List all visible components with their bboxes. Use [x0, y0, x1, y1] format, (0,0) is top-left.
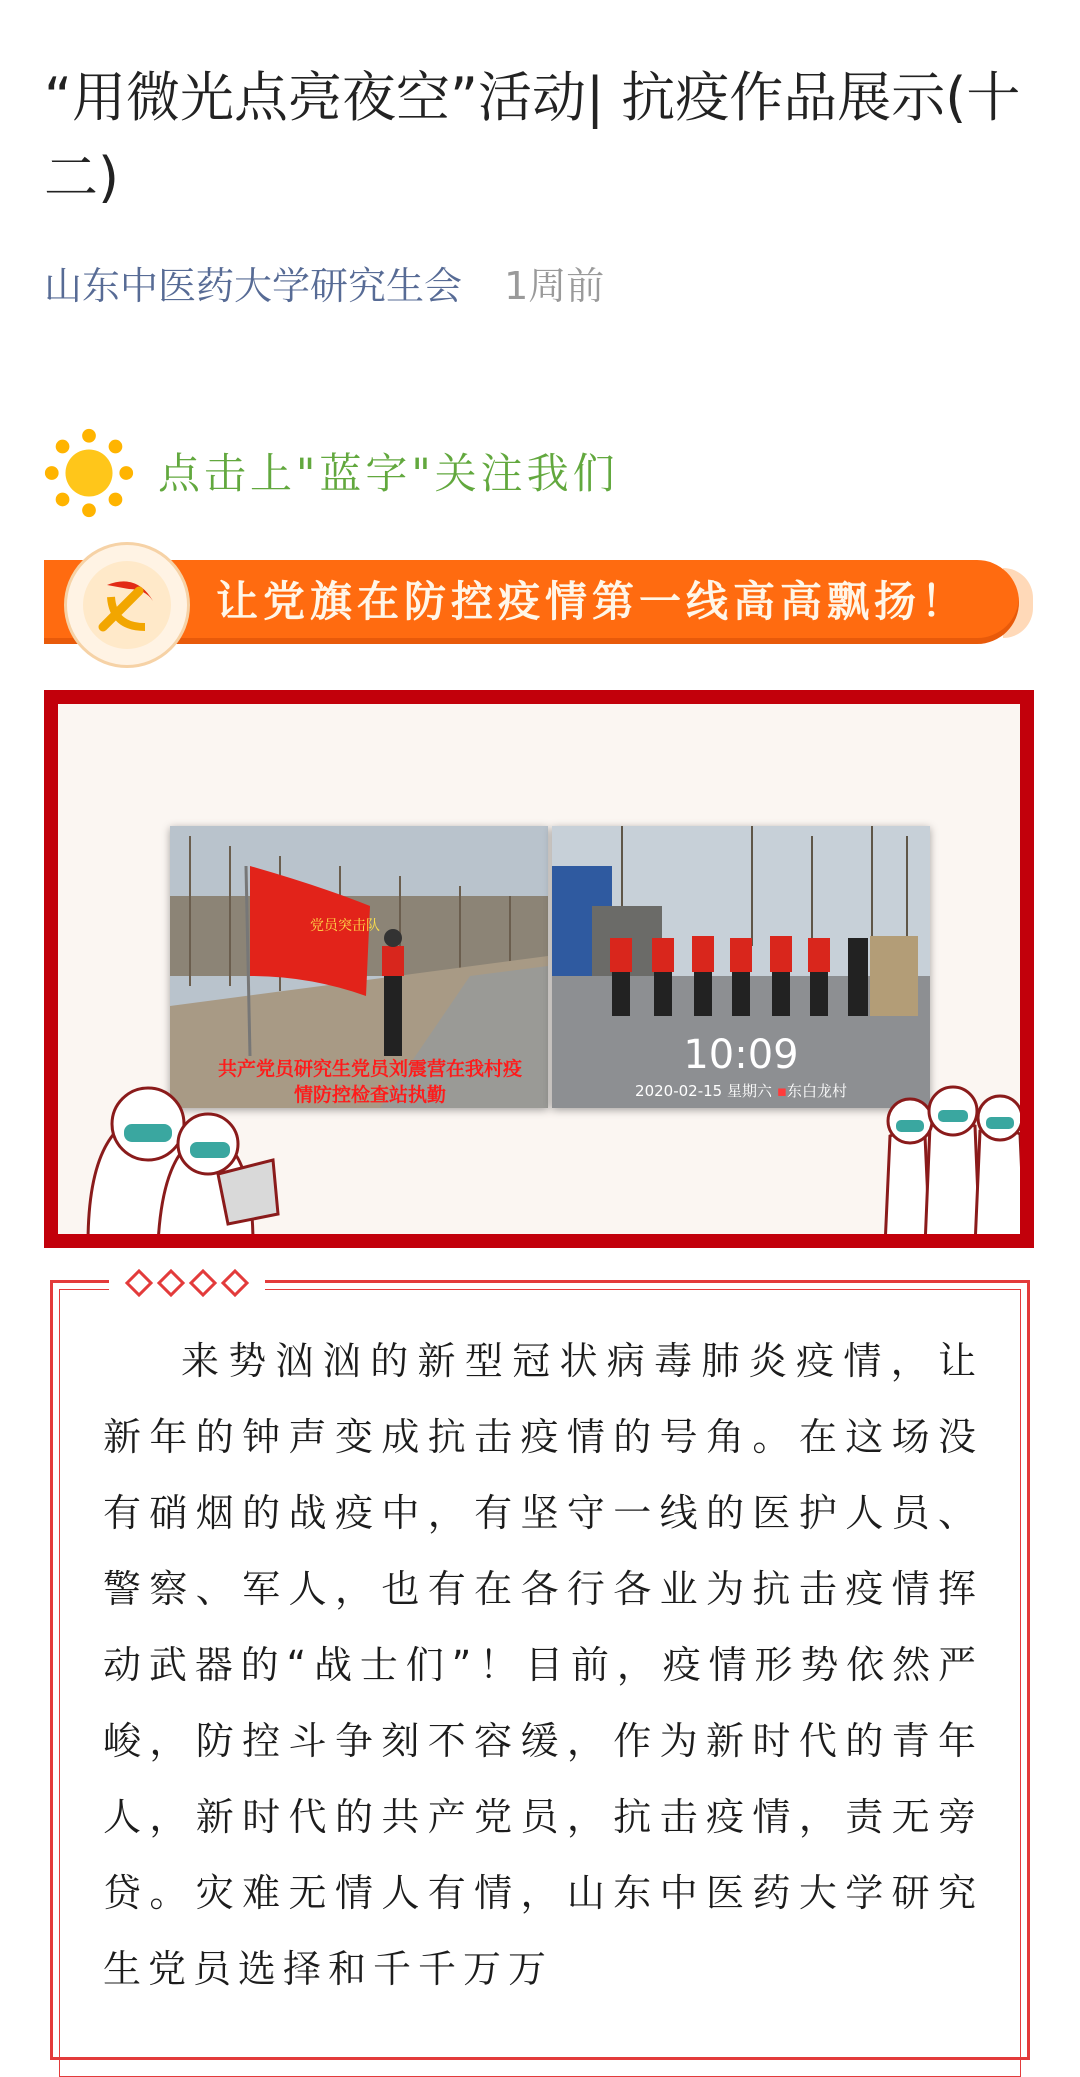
photo-caption-left: 共产党员研究生党员刘震营在我村疫情防控检查站执勤 — [217, 1058, 522, 1106]
photo-timestamp: 10:09 — [683, 1032, 799, 1078]
follow-text: 点击上"蓝字"关注我们 — [158, 449, 619, 498]
medical-worker-illustration-left — [68, 1064, 288, 1234]
photo-collage-inner — [58, 704, 1020, 1234]
diamond-icon — [157, 1269, 185, 1297]
decorative-diamonds — [109, 1265, 265, 1301]
account-name-link[interactable]: 山东中医药大学研究生会 — [44, 264, 463, 308]
party-banner — [44, 556, 1019, 648]
photo-date-text: 2020-02-15 星期六 — [635, 1082, 772, 1100]
banner-text: 让党旗在防控疫情第一线高高飘扬！ — [216, 577, 969, 626]
photo-checkpoint-group[interactable] — [552, 826, 930, 1108]
sun-icon — [40, 424, 138, 522]
photo-date — [552, 1080, 930, 1101]
photo-location: 东白龙村 — [786, 1082, 847, 1100]
flag-text: 党员突击队 — [310, 918, 380, 934]
publish-time: 1周前 — [504, 264, 605, 308]
medical-worker-illustration-right — [880, 1066, 1020, 1234]
location-pin-icon: ▪ — [776, 1082, 787, 1100]
photo-collage[interactable] — [44, 690, 1034, 1248]
article-meta — [44, 258, 604, 314]
diamond-icon — [189, 1269, 217, 1297]
article-paragraph: 来势汹汹的新型冠状病毒肺炎疫情，让新年的钟声变成抗击疫情的号角。在这场没有硝烟的战疫中，有坚守一线的医护人员、警察、军人，也有在各行各业为抗击疫情挥动武器的“战士们”！目前，疫情形势依然严峻，防控斗争刻不容缓，作为新时代的青年人，新时代的共产党员，抗击疫情，责无旁贷。灾难无情人有情，山东中医药大学研究生党员选择和千千万万 — [103, 1339, 983, 1991]
article-body-box — [50, 1280, 1030, 2060]
diamond-icon — [221, 1269, 249, 1297]
diamond-icon — [125, 1269, 153, 1297]
follow-prompt[interactable] — [40, 424, 740, 524]
party-emblem-icon — [64, 542, 190, 668]
article-title: “用微光点亮夜空”活动| 抗疫作品展示(十二) — [44, 66, 1021, 209]
